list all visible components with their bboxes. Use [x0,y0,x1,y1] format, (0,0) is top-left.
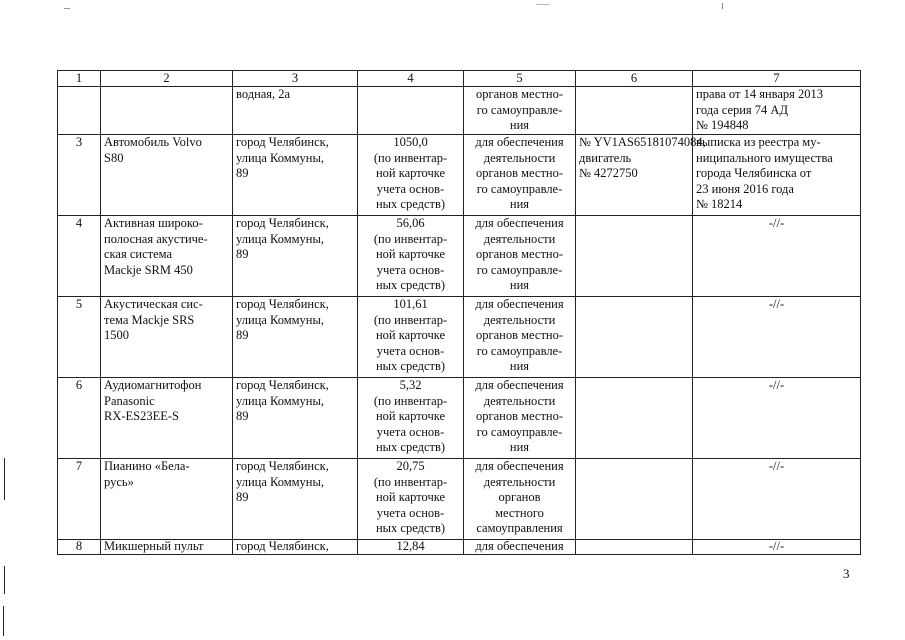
purpose-cell [464,87,576,135]
value-cell [358,459,464,540]
value-line: (по инвентар- [373,393,448,408]
purpose-line: деятельности [483,150,556,165]
value-line: 1050,0 [393,135,428,149]
num-cell: 8 [58,540,101,555]
address-line: 89 [236,247,249,262]
purpose-line: деятельности [483,231,556,246]
purpose-line: деятельности [483,474,556,489]
address-line: улица Коммуны, [236,474,325,489]
document-line: № 18214 [696,197,743,212]
column-number: 4 [358,71,464,87]
name-cell [101,135,233,216]
value-cell [358,378,464,459]
column-number-row [58,71,861,87]
name-cell [101,216,233,297]
address-line: 89 [236,166,249,181]
purpose-line: ния [509,118,530,133]
address-line: 89 [236,409,249,424]
purpose-line: го самоуправле- [476,181,563,196]
value-cell [358,216,464,297]
purpose-line: для обеспечения [475,216,564,230]
address-cell [233,216,358,297]
purpose-line: ния [509,197,530,212]
name-line: ская система [104,247,173,262]
purpose-line: ния [509,359,530,374]
ditto-cell: -//- [693,216,861,297]
address-cell [233,459,358,540]
value-line: 5,32 [399,378,422,392]
purpose-cell [464,216,576,297]
purpose-line: деятельности [483,312,556,327]
purpose-line: органов местно- [475,87,564,101]
address-line: 89 [236,328,249,343]
ditto-cell: -//- [693,540,861,555]
value-line: (по инвентар- [373,474,448,489]
purpose-line: го самоуправле- [476,102,563,117]
scan-mark [4,566,5,594]
ditto-cell: -//- [693,378,861,459]
column-number: 7 [693,71,861,87]
address-line: улица Коммуны, [236,312,325,327]
value-line: ных средств) [375,197,446,212]
purpose-cell [464,297,576,378]
value-line: (по инвентар- [373,231,448,246]
address-line: город Челябинск, [236,459,329,473]
specs-cell [576,135,706,216]
num-cell: 6 [58,378,101,459]
specs-cell [576,459,693,540]
name-line: S80 [104,150,124,165]
specs-cell [576,540,693,555]
scan-mark [722,3,723,9]
name-line: Активная широко- [104,216,203,230]
value-line: ной карточке [375,328,446,343]
name-cell [101,459,233,540]
address-line: улица Коммуны, [236,231,325,246]
value-line: ной карточке [375,247,446,262]
address-line: водная, 2а [236,87,291,101]
purpose-cell: для обеспечения [464,540,576,555]
address-cell: город Челябинск, [233,540,358,555]
purpose-line: для обеспечения [475,378,564,392]
value-line: (по инвентар- [373,312,448,327]
address-cell [233,87,358,135]
name-cell: Микшерный пульт [101,540,233,555]
specs-cell [576,216,693,297]
table-row [58,135,861,216]
value-cell [358,135,464,216]
name-line: Акустическая сис- [104,297,203,311]
name-line: Пианино «Бела- [104,459,190,473]
purpose-line: самоуправления [476,521,563,536]
document-line: ниципального имущества [696,150,833,165]
num-cell: 4 [58,216,101,297]
name-line: Автомобиль Volvo [104,135,202,149]
address-line: город Челябинск, [236,216,329,230]
value-line: учета основ- [376,181,445,196]
document-cell [693,87,861,135]
num-cell: 3 [58,135,101,216]
document-cell [693,135,861,216]
document-line: выписка из реестра му- [696,135,821,149]
purpose-cell [464,135,576,216]
name-line: Аудиомагнитофон [104,378,202,392]
name-line: Mackje SRM 450 [104,262,193,277]
purpose-line: местного [495,505,544,520]
value-line: ной карточке [375,490,446,505]
value-line: 101,61 [393,297,428,311]
value-line: 20,75 [396,459,425,473]
column-number: 3 [233,71,358,87]
value-line: ной карточке [375,166,446,181]
purpose-line: органов местно- [475,247,564,262]
specs-line: № 4272750 [579,166,638,181]
table-row [58,378,861,459]
value-line: учета основ- [376,424,445,439]
value-line: 56,06 [396,216,425,230]
address-line: город Челябинск, [236,297,329,311]
specs-cell [576,87,693,135]
address-line: улица Коммуны, [236,150,325,165]
document-line: № 194848 [696,118,749,133]
value-line: (по инвентар- [373,150,448,165]
property-table [57,70,861,555]
address-line: 89 [236,490,249,505]
document-line: года серия 74 АД [696,102,788,117]
scan-mark [536,4,550,5]
value-cell [358,297,464,378]
purpose-line: органов местно- [475,328,564,343]
value-cell [358,87,464,135]
name-line: 1500 [104,328,129,343]
table-row [58,540,861,555]
column-number: 1 [58,71,101,87]
column-number: 6 [576,71,693,87]
document-line: 23 июня 2016 года [696,181,794,196]
name-line: русь» [104,474,134,489]
value-line: ных средств) [375,440,446,455]
name-line: Panasonic [104,393,155,408]
scan-mark [64,8,70,9]
name-line: полосная акустиче- [104,231,208,246]
value-cell: 12,84 [358,540,464,555]
value-line: ных средств) [375,359,446,374]
value-line: учета основ- [376,262,445,277]
specs-line: № YV1AS65181074084, [579,135,706,149]
scan-mark [4,458,5,500]
ditto-cell: -//- [693,297,861,378]
value-line: учета основ- [376,505,445,520]
specs-cell [576,378,693,459]
num-cell [58,87,101,135]
address-cell [233,297,358,378]
value-line: учета основ- [376,343,445,358]
address-line: город Челябинск, [236,378,329,392]
purpose-line: го самоуправле- [476,424,563,439]
document-line: права от 14 января 2013 [696,87,824,101]
purpose-line: для обеспечения [475,297,564,311]
table-row [58,459,861,540]
purpose-cell [464,459,576,540]
scan-mark [3,606,4,636]
purpose-line: органов местно- [475,409,564,424]
table-row-continuation [58,87,861,135]
ditto-cell: -//- [693,459,861,540]
specs-cell [576,297,693,378]
name-line: тема Mackje SRS [104,312,195,327]
table-row [58,297,861,378]
address-cell [233,135,358,216]
specs-line: двигатель [579,150,632,165]
page-number: 3 [843,566,850,581]
purpose-line: го самоуправле- [476,262,563,277]
address-line: улица Коммуны, [236,393,325,408]
purpose-line: ния [509,440,530,455]
column-number: 5 [464,71,576,87]
purpose-line: ния [509,278,530,293]
name-line: RX-ES23EE-S [104,409,179,424]
name-cell [101,297,233,378]
purpose-line: для обеспечения [475,459,564,473]
num-cell: 7 [58,459,101,540]
purpose-line: деятельности [483,393,556,408]
address-line: город Челябинск, [236,135,329,149]
purpose-line: органов местно- [475,166,564,181]
purpose-cell [464,378,576,459]
name-cell [101,378,233,459]
value-line: ных средств) [375,278,446,293]
value-line: ных средств) [375,521,446,536]
num-cell: 5 [58,297,101,378]
purpose-line: для обеспечения [475,135,564,149]
purpose-line: органов [498,490,541,505]
table-row [58,216,861,297]
address-cell [233,378,358,459]
name-cell [101,87,233,135]
value-line: ной карточке [375,409,446,424]
purpose-line: го самоуправле- [476,343,563,358]
column-number: 2 [101,71,233,87]
document-line: города Челябинска от [696,166,812,181]
